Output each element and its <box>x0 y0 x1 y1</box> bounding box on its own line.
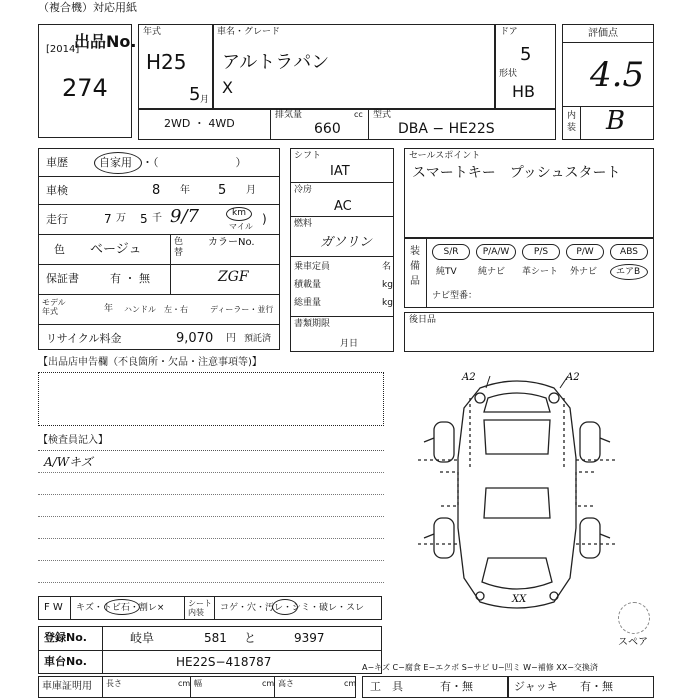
inspection-label: 車検 <box>46 184 68 197</box>
report-area <box>38 372 384 426</box>
capacity-2-label: 積載量 <box>294 280 322 290</box>
registration-kana: と <box>244 631 257 645</box>
recycle-note: 預託済 <box>244 334 272 344</box>
model-grade: X <box>222 78 233 97</box>
colorno-value: ZGF <box>218 269 249 285</box>
model-year-unit: 年 <box>104 304 114 314</box>
lot-year-tag: [2014] <box>46 44 80 55</box>
docs-deadline-label: 書類期限 <box>294 319 331 329</box>
cert-width-unit: cm <box>262 679 275 688</box>
shift-value: IAT <box>330 164 350 179</box>
inspector-label: 【検査員記入】 <box>38 435 108 446</box>
displacement-unit: cc <box>354 110 363 119</box>
equip-abs: ABS <box>610 244 648 260</box>
handle-label: ハンドル 左・右 <box>124 305 188 314</box>
docs-deadline-unit: 月日 <box>340 339 359 349</box>
fw-circle <box>104 599 140 615</box>
cert-height: 高さ <box>278 679 294 688</box>
seat-label: シート内装 <box>188 599 212 617</box>
legend-text: A−キズ C−腐食 E−エクボ S−サビ U−凹ミ W−補修 XX−交換済 <box>362 663 598 672</box>
shape-value: HB <box>512 82 536 101</box>
year-era: H25 <box>146 50 187 74</box>
fw-items: キズ・トビ石・割レ× <box>76 603 165 613</box>
mileage-man: 7 <box>104 212 112 226</box>
inspection-year: 8 <box>152 183 161 198</box>
equipment-label: 装備品 <box>410 246 420 287</box>
fuel-label: 燃料 <box>294 219 313 229</box>
doors-label: ドア <box>500 27 518 37</box>
model-year-label: モデル年式 <box>42 298 66 316</box>
year-month: 5 <box>189 84 201 105</box>
cert-height-unit: cm <box>344 679 357 688</box>
mileage-tail: ) <box>262 212 267 226</box>
equip-ps: P/S <box>522 244 560 260</box>
dealer-label: ディーラー・並行 <box>210 305 274 314</box>
jack-value: 有・無 <box>580 680 613 693</box>
model-label: 車名・グレード <box>217 27 281 37</box>
capacity-1-unit: 名 <box>382 262 392 272</box>
color-value: ベージュ <box>90 242 142 257</box>
capacity-3-label: 総重量 <box>294 298 322 308</box>
history-label: 車歴 <box>46 156 68 169</box>
chassis-label: 車台No. <box>44 655 87 668</box>
equip-airbag: エアB <box>616 267 641 277</box>
doors-value: 5 <box>520 44 532 65</box>
warranty-label: 保証書 <box>46 272 79 285</box>
cert-length-unit: cm <box>178 679 191 688</box>
diagram-mark-2: A2 <box>566 372 580 383</box>
displacement-value: 660 <box>314 121 341 137</box>
chassis-value: HE22S−418787 <box>176 655 272 669</box>
interior-label: 内装 <box>567 111 577 133</box>
type-value: DBA − HE22S <box>398 121 495 137</box>
capacity-1-label: 乗車定員 <box>294 262 331 272</box>
tools-label: 工 具 <box>370 680 403 693</box>
certificate-label: 車庫証明用 <box>42 681 92 692</box>
equip-leather: 革シート <box>522 267 559 277</box>
registration-class: 581 <box>204 631 227 645</box>
fw-label: F W <box>44 602 63 613</box>
colorno-label: カラーNo. <box>208 237 255 248</box>
year-month-unit: 月 <box>200 95 210 105</box>
seat-items: コゲ・穴・汚レ・シミ・破レ・スレ <box>220 603 365 613</box>
inspector-note: A/Wキズ <box>44 455 93 469</box>
year-label: 年式 <box>143 27 162 37</box>
aircon-value: AC <box>334 199 352 214</box>
mileage-handwritten: 9/7 <box>170 206 199 227</box>
spare-label: スペア <box>618 637 648 648</box>
interior-value: B <box>606 106 626 136</box>
aircon-label: 冷房 <box>294 185 313 195</box>
equip-pw: P/W <box>566 244 604 260</box>
sales-point-value: スマートキー プッシュスタート <box>412 165 621 181</box>
drive-label: 2WD ・ 4WD <box>164 117 235 130</box>
navi-model-label: ナビ型番： <box>432 291 478 301</box>
color-label: 色 <box>54 243 65 256</box>
lot-number: 274 <box>62 74 108 102</box>
recycle-unit: 円 <box>226 333 236 344</box>
inspection-month: 5 <box>218 183 227 198</box>
score-value: 4.5 <box>590 55 645 95</box>
sales-point-box <box>404 148 654 238</box>
info-block <box>38 148 280 350</box>
tools-value: 有・無 <box>440 680 473 693</box>
score-label: 評価点 <box>588 28 618 39</box>
equip-ext-navi: 外ナビ <box>570 267 598 277</box>
inspection-year-unit: 年 <box>180 185 190 196</box>
lot-label: 出品No. <box>74 32 137 51</box>
registration-number: 9397 <box>294 631 325 645</box>
shape-label: 形状 <box>499 69 518 79</box>
history-value: 自家用 <box>99 156 132 169</box>
top-note: （複合機）対応用紙 <box>38 1 137 14</box>
capacity-3-unit: kg <box>382 298 393 308</box>
registration-label: 登録No. <box>44 631 87 644</box>
history-rest: ・（ ） <box>142 156 247 169</box>
equip-tv: 純TV <box>436 267 457 277</box>
mileage-unit-km: km <box>232 208 246 218</box>
model-name: アルトラパン <box>222 52 330 73</box>
mileage-sen-unit: 千 <box>152 213 162 224</box>
inspection-month-unit: 月 <box>246 185 256 196</box>
recycle-label: リサイクル料金 <box>46 332 122 345</box>
spare-tire-icon <box>618 602 650 634</box>
diagram-mark-1: A2 <box>462 372 476 383</box>
registration-region: 岐阜 <box>130 631 155 645</box>
mileage-unit-mile: マイル <box>229 222 253 231</box>
displacement-label: 排気量 <box>275 110 303 120</box>
equip-paw: P/A/W <box>476 244 516 260</box>
seat-circle <box>272 599 298 615</box>
car-diagram <box>410 368 624 618</box>
type-label: 型式 <box>373 110 392 120</box>
fuel-value: ガソリン <box>320 235 373 250</box>
jack-label: ジャッキ <box>514 680 558 693</box>
mileage-man-unit: 万 <box>116 213 126 224</box>
capacity-2-unit: kg <box>382 280 393 290</box>
arrival-label: 後日品 <box>409 315 437 325</box>
sales-point-label: セールスポイント <box>409 151 481 161</box>
mileage-sen: 5 <box>140 212 148 226</box>
report-label: 【出品店申告欄（不良箇所・欠品・注意事項等)】 <box>38 357 262 368</box>
recycle-value: 9,070 <box>176 331 214 346</box>
cert-width: 幅 <box>194 679 202 688</box>
arrival-box <box>404 312 654 352</box>
equip-navi: 純ナビ <box>478 267 506 277</box>
cert-length: 長さ <box>106 679 122 688</box>
diagram-mark-3: XX <box>512 594 527 605</box>
shift-label: シフト <box>294 151 322 161</box>
color-change-label: 色替 <box>174 237 184 258</box>
equip-sr: S/R <box>432 244 470 260</box>
warranty-value: 有 ・ 無 <box>110 272 150 285</box>
mileage-label: 走行 <box>46 213 68 226</box>
